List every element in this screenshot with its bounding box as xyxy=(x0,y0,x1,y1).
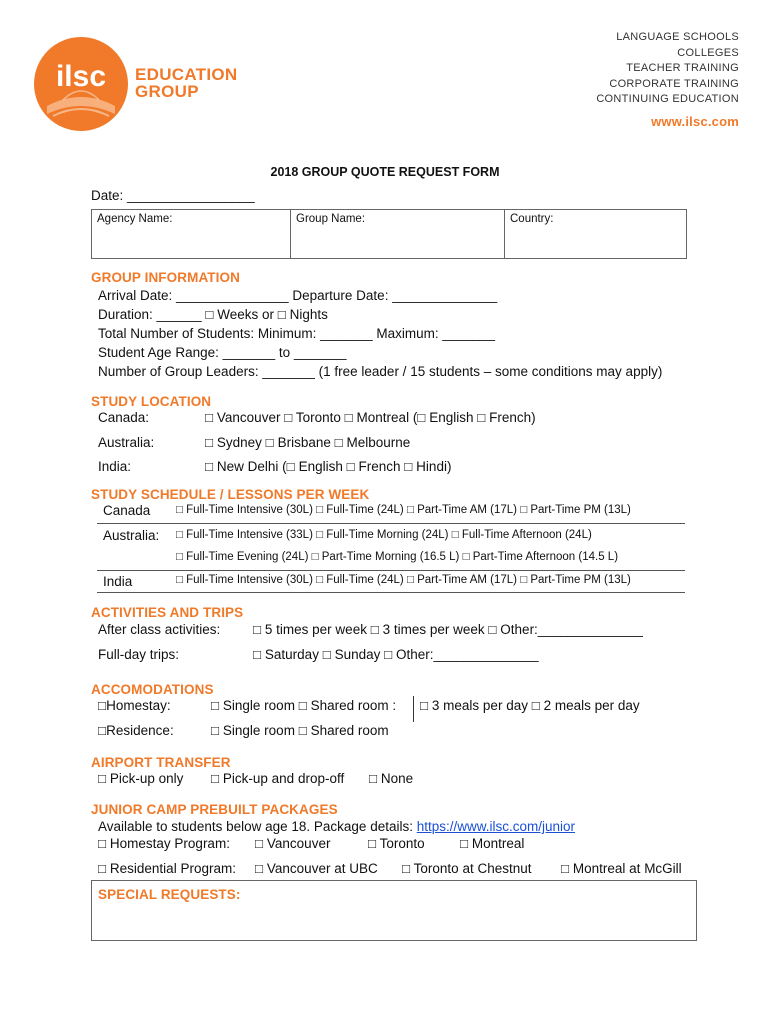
svg-text:ilsc: ilsc xyxy=(55,60,107,93)
schedule-options-india[interactable]: □ Full-Time Intensive (30L) □ Full-Time (24L) □ Part-Time AM (17L) □ Part-Time PM (13L) xyxy=(176,574,631,586)
service-item: COLLEGES xyxy=(677,46,739,59)
location-options-canada[interactable]: □ Vancouver □ Toronto □ Montreal (□ English □ French) xyxy=(205,410,536,425)
website[interactable]: www.ilsc.com xyxy=(651,113,739,129)
homestay-program-toronto[interactable]: □ Toronto xyxy=(368,836,425,851)
location-label-canada: Canada: xyxy=(98,410,150,425)
schedule-label-australia: Australia: xyxy=(103,528,160,543)
form-title: 2018 GROUP QUOTE REQUEST FORM xyxy=(270,165,500,179)
brand-name xyxy=(135,66,238,100)
location-label-india: India: xyxy=(98,459,132,474)
residential-program-montreal[interactable]: □ Montreal at McGill xyxy=(561,861,682,876)
schedule-label-india: India xyxy=(103,574,133,589)
accommodations-heading: ACCOMODATIONS xyxy=(91,682,214,697)
residential-program-vancouver[interactable]: □ Vancouver at UBC xyxy=(255,861,378,876)
full-day-options[interactable]: □ Saturday □ Sunday □ Other:______________ xyxy=(253,647,539,662)
services-list xyxy=(596,30,739,129)
service-item: CONTINUING EDUCATION xyxy=(596,93,739,105)
junior-intro-line xyxy=(98,819,575,834)
group-name-field[interactable]: Group Name: xyxy=(296,213,366,225)
junior-intro: Available to students below age 18. Package details: xyxy=(98,819,417,834)
table-divider xyxy=(504,209,505,258)
homestay-program-montreal[interactable]: □ Montreal xyxy=(460,836,525,851)
location-options-india[interactable]: □ New Delhi (□ English □ French □ Hindi) xyxy=(205,459,452,474)
agency-name-field[interactable]: Agency Name: xyxy=(97,213,173,225)
service-item: LANGUAGE SCHOOLS xyxy=(616,31,739,43)
ilsc-logo-icon xyxy=(33,36,129,132)
meals-options[interactable]: □ 3 meals per day □ 2 meals per day xyxy=(420,698,640,713)
after-class-label: After class activities: xyxy=(98,622,221,637)
group-leaders-line[interactable]: Number of Group Leaders: _______ (1 free leader / 15 students – some conditions may apply) xyxy=(98,364,663,379)
schedule-heading: STUDY SCHEDULE / LESSONS PER WEEK xyxy=(91,487,370,502)
location-label-australia: Australia: xyxy=(98,435,155,450)
schedule-options-australia-1[interactable]: □ Full-Time Intensive (33L) □ Full-Time Morning (24L) □ Full-Time Afternoon (24L) xyxy=(176,529,592,541)
homestay-program-vancouver[interactable]: □ Vancouver xyxy=(255,836,331,851)
schedule-options-australia-2[interactable]: □ Full-Time Evening (24L) □ Part-Time Morning (16.5 L) □ Part-Time Afternoon (14.5 L) xyxy=(176,551,619,563)
full-day-label: Full-day trips: xyxy=(98,647,180,662)
schedule-label-canada: Canada xyxy=(103,503,151,518)
duration-line[interactable]: Duration: ______ □ Weeks or □ Nights xyxy=(98,307,328,322)
brand-line-1: EDUCATION xyxy=(135,65,238,84)
divider xyxy=(97,592,685,593)
group-info-heading: GROUP INFORMATION xyxy=(91,270,240,285)
residence-label[interactable]: □Residence: xyxy=(98,723,174,738)
homestay-label[interactable]: □Homestay: xyxy=(98,698,171,713)
service-item: CORPORATE TRAINING xyxy=(609,77,739,90)
special-requests-heading: SPECIAL REQUESTS: xyxy=(98,887,241,902)
residential-program-toronto[interactable]: □ Toronto at Chestnut xyxy=(402,861,532,876)
residence-options[interactable]: □ Single room □ Shared room xyxy=(211,723,389,738)
after-class-options[interactable]: □ 5 times per week □ 3 times per week □ Other:______________ xyxy=(253,622,643,637)
location-options-australia[interactable]: □ Sydney □ Brisbane □ Melbourne xyxy=(205,435,411,450)
country-field[interactable]: Country: xyxy=(510,213,554,225)
agency-table xyxy=(91,209,687,259)
divider xyxy=(97,570,685,571)
schedule-options-canada[interactable]: □ Full-Time Intensive (30L) □ Full-Time (24L) □ Part-Time AM (17L) □ Part-Time PM (13L) xyxy=(176,504,631,516)
junior-link[interactable]: https://www.ilsc.com/junior xyxy=(416,819,576,834)
none-option[interactable]: □ None xyxy=(369,771,414,786)
residential-program-label[interactable]: □ Residential Program: xyxy=(98,861,236,876)
student-count-line[interactable]: Total Number of Students: Minimum: _______ Maximum: _______ xyxy=(98,326,495,341)
junior-heading: JUNIOR CAMP PREBUILT PACKAGES xyxy=(91,802,338,817)
divider xyxy=(97,523,685,524)
table-divider xyxy=(290,209,291,258)
activities-heading: ACTIVITIES AND TRIPS xyxy=(91,605,244,620)
brand-line-2: GROUP xyxy=(135,82,199,101)
pickup-dropoff-option[interactable]: □ Pick-up and drop-off xyxy=(211,771,345,786)
service-item: TEACHER TRAINING xyxy=(626,62,739,74)
homestay-options[interactable]: □ Single room □ Shared room : xyxy=(211,698,397,713)
meals-divider xyxy=(413,696,414,722)
arrival-departure-line[interactable]: Arrival Date: _______________ Departure Date: ______________ xyxy=(98,288,498,303)
homestay-program-label[interactable]: □ Homestay Program: xyxy=(98,836,230,851)
pickup-only-option[interactable]: □ Pick-up only xyxy=(98,771,184,786)
airport-heading: AIRPORT TRANSFER xyxy=(91,755,231,770)
age-range-line[interactable]: Student Age Range: _______ to _______ xyxy=(98,345,347,360)
logo xyxy=(33,36,129,132)
date-field[interactable]: Date: _________________ xyxy=(91,188,255,203)
study-location-heading: STUDY LOCATION xyxy=(91,394,212,409)
